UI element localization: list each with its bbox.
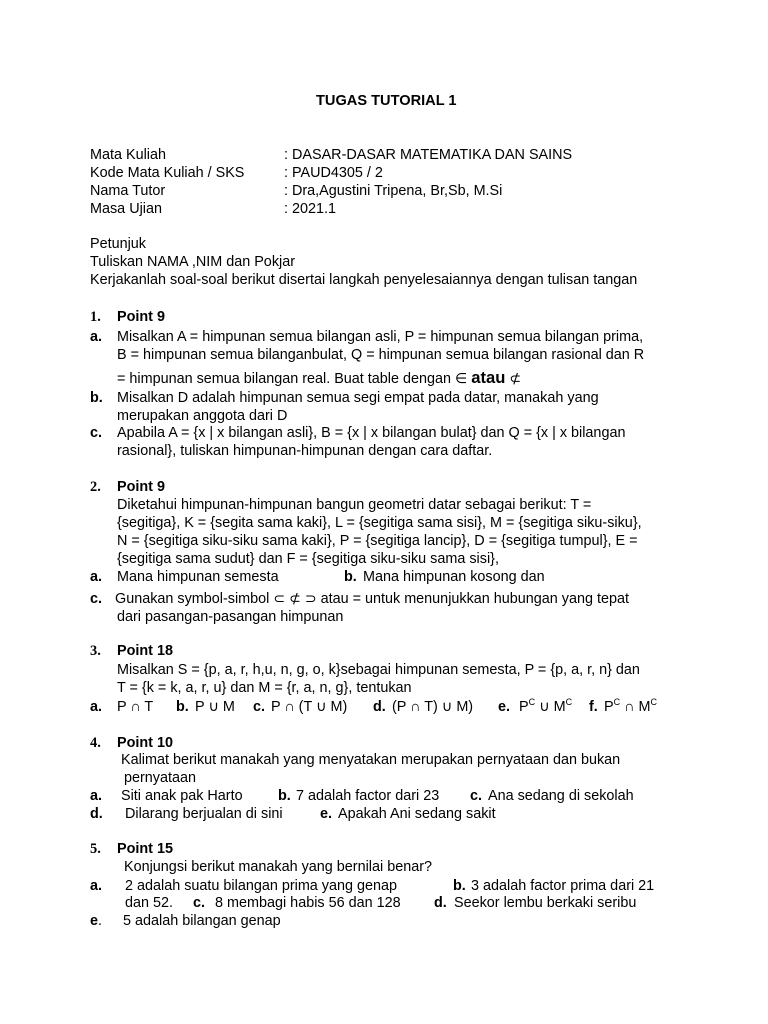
tutor-label: Nama Tutor bbox=[90, 183, 166, 199]
kode-value: : PAUD4305 / 2 bbox=[284, 165, 383, 181]
q4-b-letter: b. bbox=[278, 788, 291, 804]
q4-d-letter: d. bbox=[90, 806, 103, 822]
q5-b-text: 3 adalah factor prima dari 21 bbox=[471, 878, 655, 894]
q1-c-letter: c. bbox=[90, 425, 103, 441]
complement-sup: C bbox=[613, 697, 621, 707]
q2-c-text-2: atau = untuk menunjukkan hubungan yang tepat bbox=[320, 591, 630, 607]
q4-line-2: pernyataan bbox=[124, 770, 197, 786]
q3-b-letter: b. bbox=[176, 699, 189, 715]
tutor-value: : Dra,Agustini Tripena, Br,Sb, M.Si bbox=[284, 183, 503, 199]
q2-b-letter: b. bbox=[344, 569, 357, 585]
q3-f-op: ∩ M bbox=[620, 699, 651, 715]
mata-kuliah-label: Mata Kuliah bbox=[90, 147, 166, 163]
q1-c-line-1: Apabila A = {x | x bilangan asli}, B = {x | x bilangan bulat} dan Q = {x | x bilangan bbox=[117, 425, 626, 441]
q4-c-text: Ana sedang di sekolah bbox=[488, 788, 634, 804]
q2-a-letter: a. bbox=[90, 569, 103, 585]
ujian-label: Masa Ujian bbox=[90, 201, 162, 217]
complement-sup: C bbox=[565, 697, 573, 707]
q5-c-text: 8 membagi habis 56 dan 128 bbox=[215, 895, 401, 911]
q3-b-expr: P ∪ M bbox=[195, 699, 235, 715]
page-title: TUGAS TUTORIAL 1 bbox=[316, 93, 457, 109]
instructions-heading: Petunjuk bbox=[90, 236, 147, 252]
q4-a-text: Siti anak pak Harto bbox=[121, 788, 243, 804]
q2-c-line-2: dari pasangan-pasangan himpunan bbox=[117, 609, 344, 625]
complement-sup: C bbox=[650, 697, 657, 707]
q4-d-text: Dilarang berjualan di sini bbox=[125, 806, 283, 822]
q4-line-1: Kalimat berikut manakah yang menyatakan merupakan pernyataan dan bukan bbox=[121, 752, 621, 768]
q1-b-line-2: merupakan anggota dari D bbox=[117, 408, 288, 424]
q2-line-4: {segitiga sama sudut} dan F = {segitiga siku-siku sama sisi}, bbox=[117, 551, 499, 567]
q5-e-text: 5 adalah bilangan genap bbox=[123, 913, 281, 929]
q5-e-letter-wrap bbox=[90, 912, 102, 930]
q2-b-text: Mana himpunan kosong dan bbox=[363, 569, 545, 585]
kode-label: Kode Mata Kuliah / SKS bbox=[90, 165, 245, 181]
mata-kuliah-value: : DASAR-DASAR MATEMATIKA DAN SAINS bbox=[284, 147, 573, 163]
q3-f-p: P bbox=[604, 699, 614, 715]
q3-e-op: ∪ M bbox=[535, 699, 566, 715]
q5-line-3-start: dan 52. bbox=[125, 895, 174, 911]
q3-a-expr: P ∩ T bbox=[117, 699, 154, 715]
ujian-value: : 2021.1 bbox=[284, 201, 337, 217]
q1-c-line-2: rasional}, tuliskan himpunan-himpunan dengan cara daftar. bbox=[117, 443, 493, 459]
instructions-line-2: Kerjakanlah soal-soal berikut disertai langkah penyelesaiannya dengan tulisan tangan bbox=[90, 272, 638, 288]
q5-e-dot: . bbox=[98, 913, 103, 929]
q5-c-letter: c. bbox=[193, 895, 206, 911]
element-of-symbol: ∈ bbox=[455, 371, 468, 387]
q5-a-letter: a. bbox=[90, 878, 103, 894]
instructions-line-1: Tuliskan NAMA ,NIM dan Pokjar bbox=[90, 254, 296, 270]
q5-d-text: Seekor lembu berkaki seribu bbox=[454, 895, 637, 911]
q1-a-letter: a. bbox=[90, 329, 103, 345]
not-subset-symbol: ⊄ bbox=[289, 591, 301, 607]
q3-f-expr bbox=[604, 698, 657, 716]
superset-symbol: ⊃ bbox=[304, 591, 317, 607]
q2-c-line-1 bbox=[115, 590, 629, 608]
q1-b-line-1: Misalkan D adalah himpunan semua segi empat pada datar, manakah yang bbox=[117, 390, 599, 406]
q3-a-letter: a. bbox=[90, 699, 103, 715]
q3-c-letter: c. bbox=[253, 699, 266, 715]
q4-a-letter: a. bbox=[90, 788, 103, 804]
q2-c-text-1: Gunakan symbol-simbol bbox=[115, 591, 270, 607]
q3-e-p: P bbox=[519, 699, 529, 715]
q3-d-expr: (P ∩ T) ∪ M) bbox=[392, 699, 474, 715]
q5-a-text: 2 adalah suatu bilangan prima yang genap bbox=[125, 878, 398, 894]
complement-sup: C bbox=[528, 697, 536, 707]
q1-b-letter: b. bbox=[90, 390, 103, 406]
q3-d-letter: d. bbox=[373, 699, 386, 715]
q3-e-letter: e. bbox=[498, 699, 511, 715]
question-5-point: Point 15 bbox=[117, 841, 173, 857]
question-1-number: 1. bbox=[90, 309, 101, 325]
q4-e-letter: e. bbox=[320, 806, 333, 822]
q5-b-letter: b. bbox=[453, 878, 466, 894]
q3-c-expr: P ∩ (T ∪ M) bbox=[271, 699, 348, 715]
q4-c-letter: c. bbox=[470, 788, 483, 804]
q2-a-text: Mana himpunan semesta bbox=[117, 569, 279, 585]
q3-f-letter: f. bbox=[589, 699, 598, 715]
q1-a-line-3 bbox=[117, 369, 521, 388]
q4-b-text: 7 adalah factor dari 23 bbox=[296, 788, 440, 804]
q5-e-letter: e bbox=[90, 913, 99, 929]
question-2-number: 2. bbox=[90, 479, 101, 495]
q2-line-2: {segitiga}, K = {segita sama kaki}, L = {segitiga sama sisi}, M = {segitiga siku-siku}, bbox=[117, 515, 642, 531]
q2-c-letter: c. bbox=[90, 591, 103, 607]
question-3-point: Point 18 bbox=[117, 643, 173, 659]
question-5-number: 5. bbox=[90, 841, 101, 857]
question-1-point: Point 9 bbox=[117, 309, 165, 325]
q1-a-atau: atau bbox=[471, 368, 506, 387]
q3-line-2: T = {k = k, a, r, u} dan M = {r, a, n, g}, tentukan bbox=[117, 680, 412, 696]
not-subset-symbol: ⊄ bbox=[509, 371, 522, 387]
q1-a-line-2: B = himpunan semua bilanganbulat, Q = himpunan semua bilangan rasional dan R bbox=[117, 347, 645, 363]
question-4-point: Point 10 bbox=[117, 735, 173, 751]
question-2-point: Point 9 bbox=[117, 479, 165, 495]
q2-line-1: Diketahui himpunan-himpunan bangun geometri datar sebagai berikut: T = bbox=[117, 497, 592, 513]
subset-symbol: ⊂ bbox=[273, 591, 286, 607]
q1-a-line-3-text: = himpunan semua bilangan real. Buat table dengan bbox=[117, 371, 452, 387]
question-4-number: 4. bbox=[90, 735, 101, 751]
question-3-number: 3. bbox=[90, 643, 101, 659]
q5-line-1: Konjungsi berikut manakah yang bernilai benar? bbox=[124, 859, 433, 875]
q1-a-line-1: Misalkan A = himpunan semua bilangan asli, P = himpunan semua bilangan prima, bbox=[117, 329, 644, 345]
q3-e-expr bbox=[519, 698, 572, 716]
q3-line-1: Misalkan S = {p, a, r, h,u, n, g, o, k}sebagai himpunan semesta, P = {p, a, r, n} dan bbox=[117, 662, 640, 678]
q5-d-letter: d. bbox=[434, 895, 447, 911]
q4-e-text: Apakah Ani sedang sakit bbox=[338, 806, 496, 822]
q2-line-3: N = {segitiga siku-siku sama kaki}, P = {segitiga lancip}, D = {segitiga tumpul}, E = bbox=[117, 533, 638, 549]
